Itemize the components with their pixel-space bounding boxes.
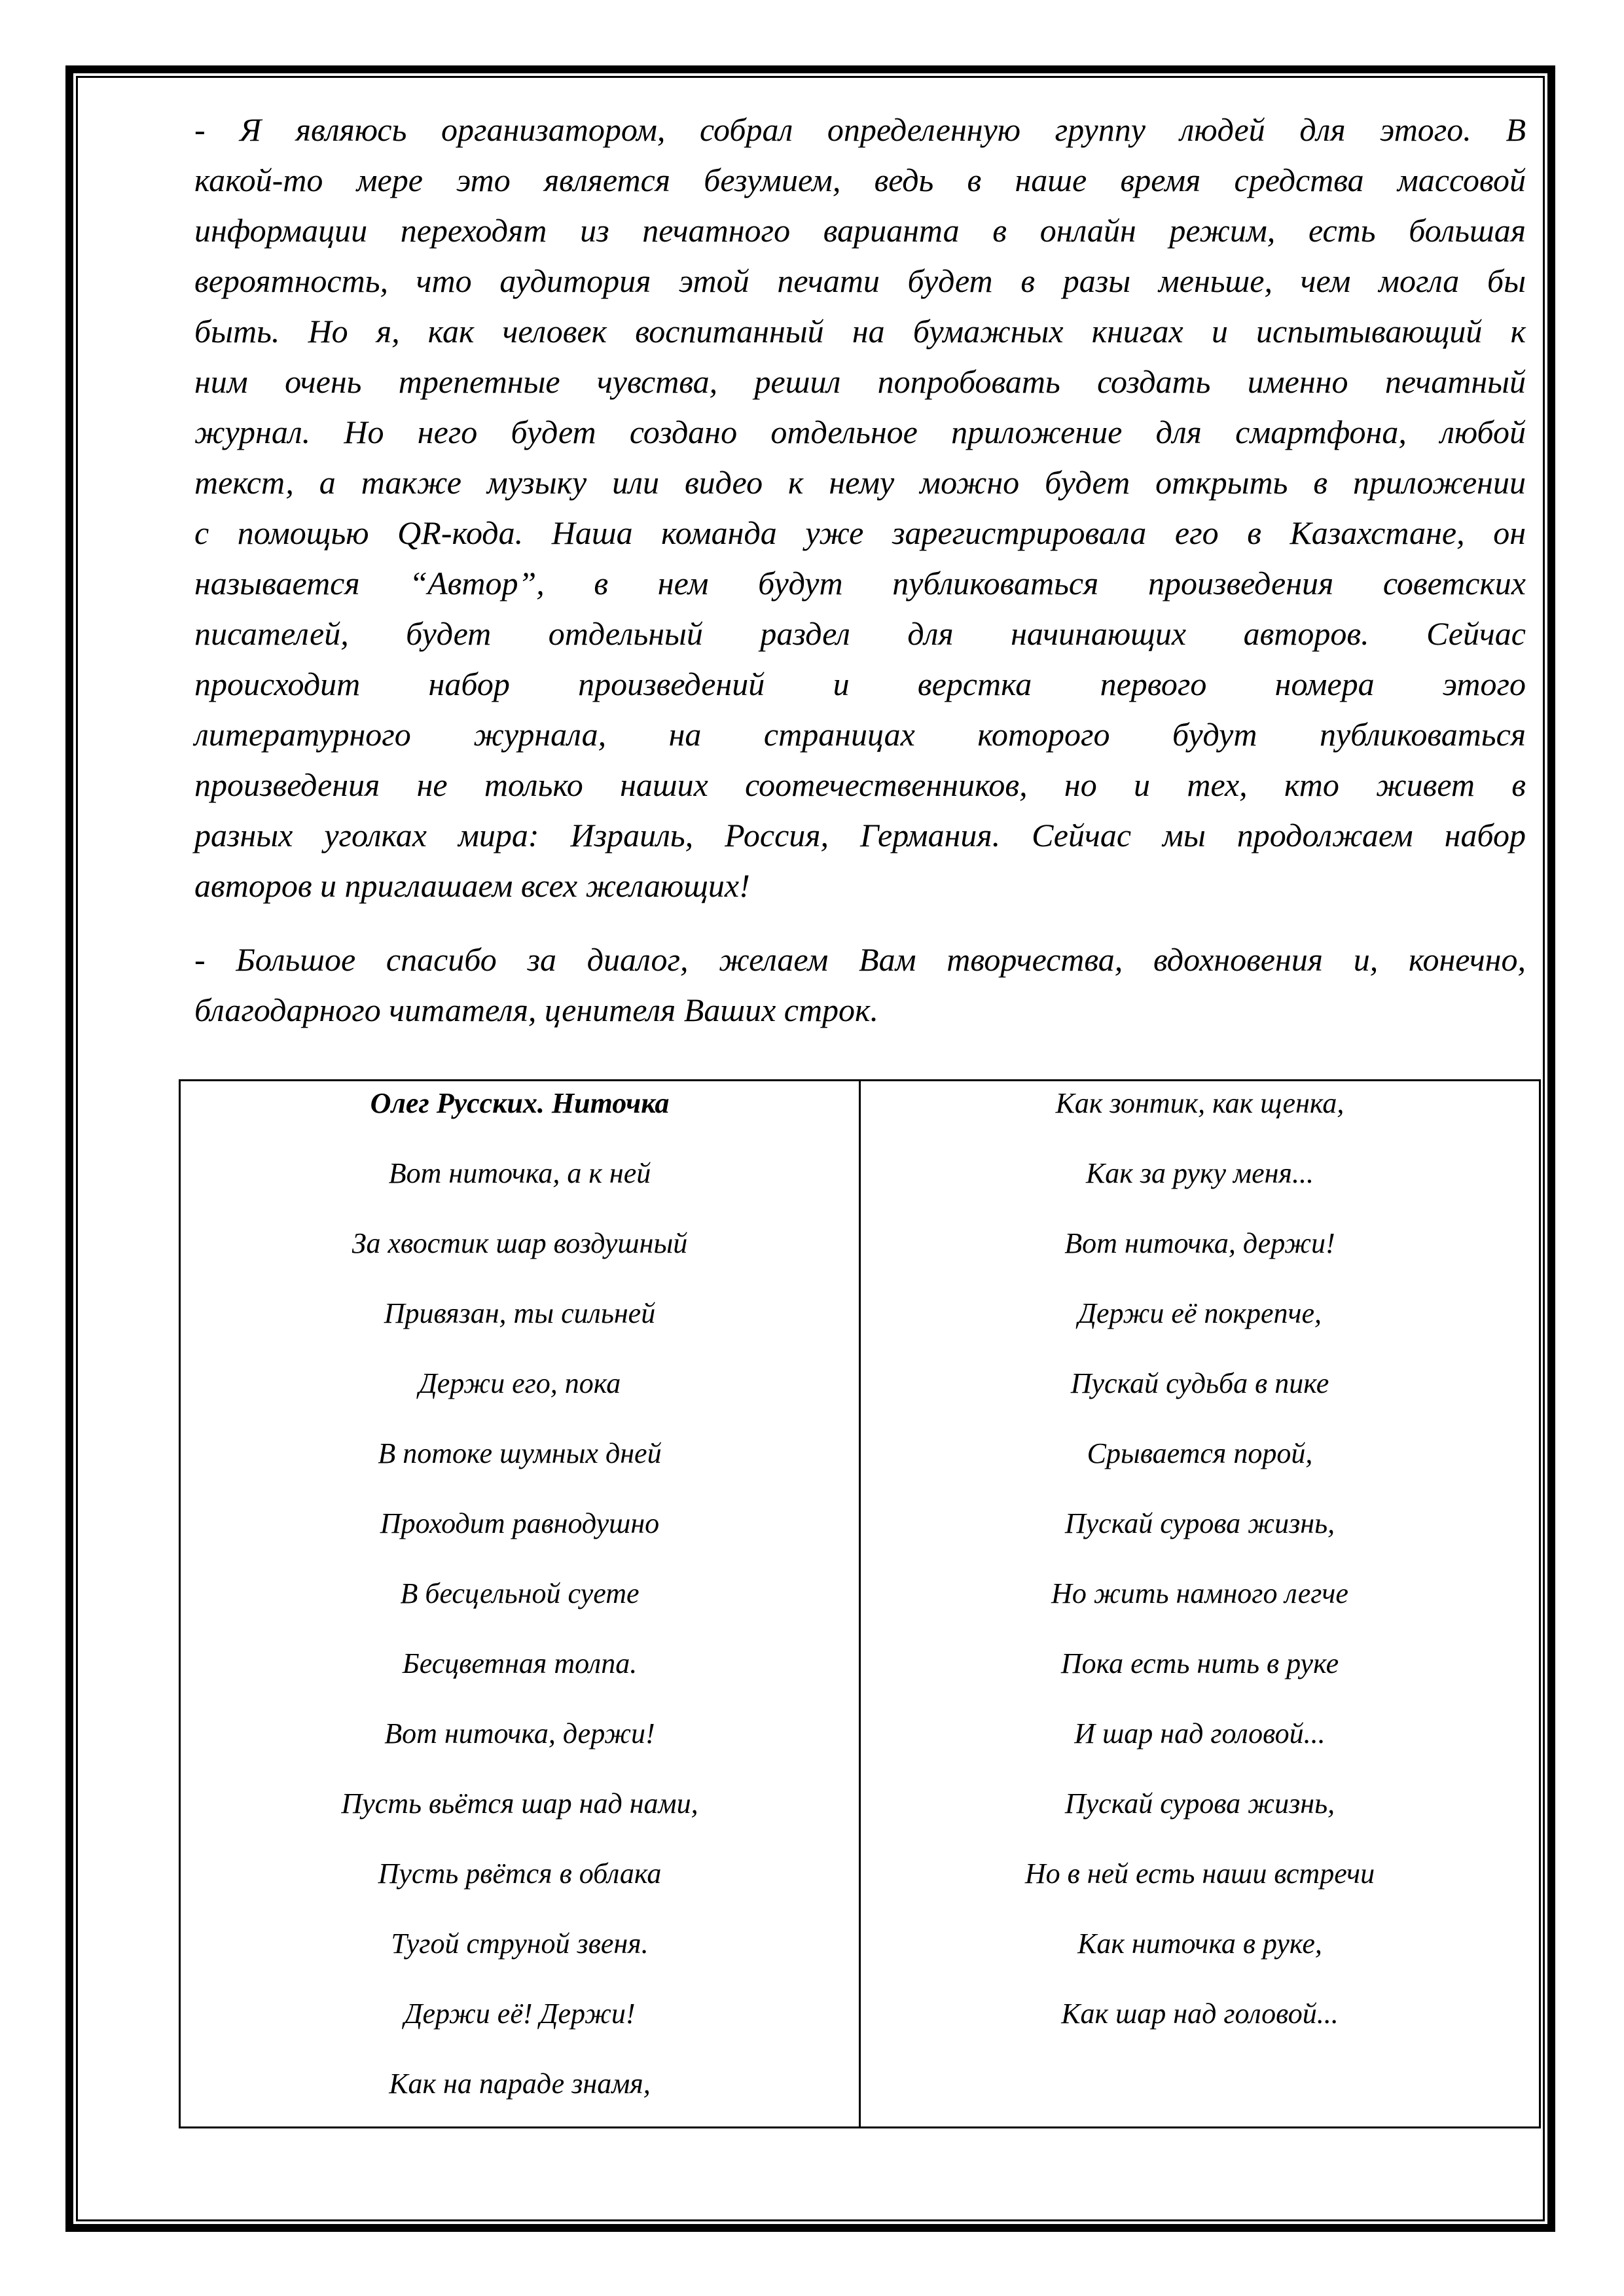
poem-line: Бесцветная толпа. [402,1647,638,1679]
poem-line: Пусть вьётся шар над нами, [341,1787,698,1820]
poem-line: За хвостик шар воздушный [352,1227,688,1259]
poem-table [179,1079,1541,2128]
poem-line: И шар над головой... [1074,1717,1326,1749]
poem-line: Проходит равнодушно [380,1507,660,1539]
poem-line: Как зонтик, как щенка, [1055,1087,1344,1119]
poem-line: Держи её! Держи! [404,1998,636,2030]
text-line: журнал. Но него будет создано отдельное приложение для смартфона, любой [194,414,1526,450]
text-line: литературного журнала, на страницах которого будут публиковаться [194,716,1526,753]
poem-line: Как шар над головой... [1061,1998,1339,2030]
text-line: текст, а также музыку или видео к нему можно будет открыть в приложении [194,464,1526,501]
text-line: быть. Но я, как человек воспитанный на бумажных книгах и испытывающий к [194,313,1526,350]
text-line: разных уголках мира: Израиль, Россия, Германия. Сейчас мы продолжаем набор [194,817,1526,853]
poem-line: Тугой струной звеня. [391,1928,649,1960]
poem-line: Вот ниточка, а к ней [388,1157,651,1189]
poem-line: Вот ниточка, держи! [1064,1227,1335,1259]
poem-line: Как за руку меня... [1086,1157,1314,1189]
poem-line: Как ниточка в руке, [1077,1928,1322,1960]
poem-column-right [861,1081,1539,2126]
poem-line: В бесцельной суете [400,1577,640,1609]
text-line: авторов и приглашаем всех желающих! [194,867,750,904]
poem-line: Как на параде знамя, [389,2068,651,2100]
poem-line: Но жить намного легче [1051,1577,1348,1609]
poem-line: Пока есть нить в руке [1060,1647,1339,1679]
poem-line: Срывается порой, [1087,1437,1313,1469]
text-line: вероятность, что аудитория этой печати будет в разы меньше, чем могла бы [194,262,1526,299]
text-line: информации переходят из печатного варианта в онлайн режим, есть большая [194,212,1526,249]
text-line: с помощью QR-кода. Наша команда уже зарегистрировала его в Казахстане, он [194,514,1526,551]
poem-line: Пускай сурова жизнь, [1064,1787,1335,1820]
poem-line: Но в ней есть наши встречи [1024,1857,1375,1890]
poem-title: Олег Русских. Ниточка [370,1087,670,1119]
text-line: произведения не только наших соотечественников, но и тех, кто живет в [194,766,1526,803]
text-line: писателей, будет отдельный раздел для начинающих авторов. Сейчас [194,615,1526,652]
text-line: благодарного читателя, ценителя Ваших строк. [194,992,878,1028]
text-line: - Большое спасибо за диалог, желаем Вам творчества, вдохновения и, конечно, [194,941,1526,978]
text-line: происходит набор произведений и верстка первого номера этого [194,666,1526,702]
interview-closing-paragraph [194,935,1526,1035]
poem-line: В потоке шумных дней [378,1437,662,1469]
poem-line: Пусть рвётся в облака [378,1857,662,1890]
poem-line: Пускай судьба в пике [1070,1367,1329,1399]
text-line: - Я являюсь организатором, собрал определенную группу людей для этого. В [194,111,1526,148]
poem-line: Держи её покрепче, [1077,1297,1322,1329]
poem-line: Вот ниточка, держи! [384,1717,655,1749]
poem-line: Пускай сурова жизнь, [1064,1507,1335,1539]
text-line: какой-то мере это является безумием, ведь в наше время средства массовой [194,162,1526,198]
poem-column-left [181,1081,861,2126]
poem-line: Держи его, пока [418,1367,621,1399]
text-line: ним очень трепетные чувства, решил попробовать создать именно печатный [194,363,1526,400]
interview-answer-paragraph [194,105,1526,911]
text-line: называется “Автор”, в нем будут публиковаться произведения советских [194,565,1526,601]
poem-line: Привязан, ты сильней [384,1297,656,1329]
